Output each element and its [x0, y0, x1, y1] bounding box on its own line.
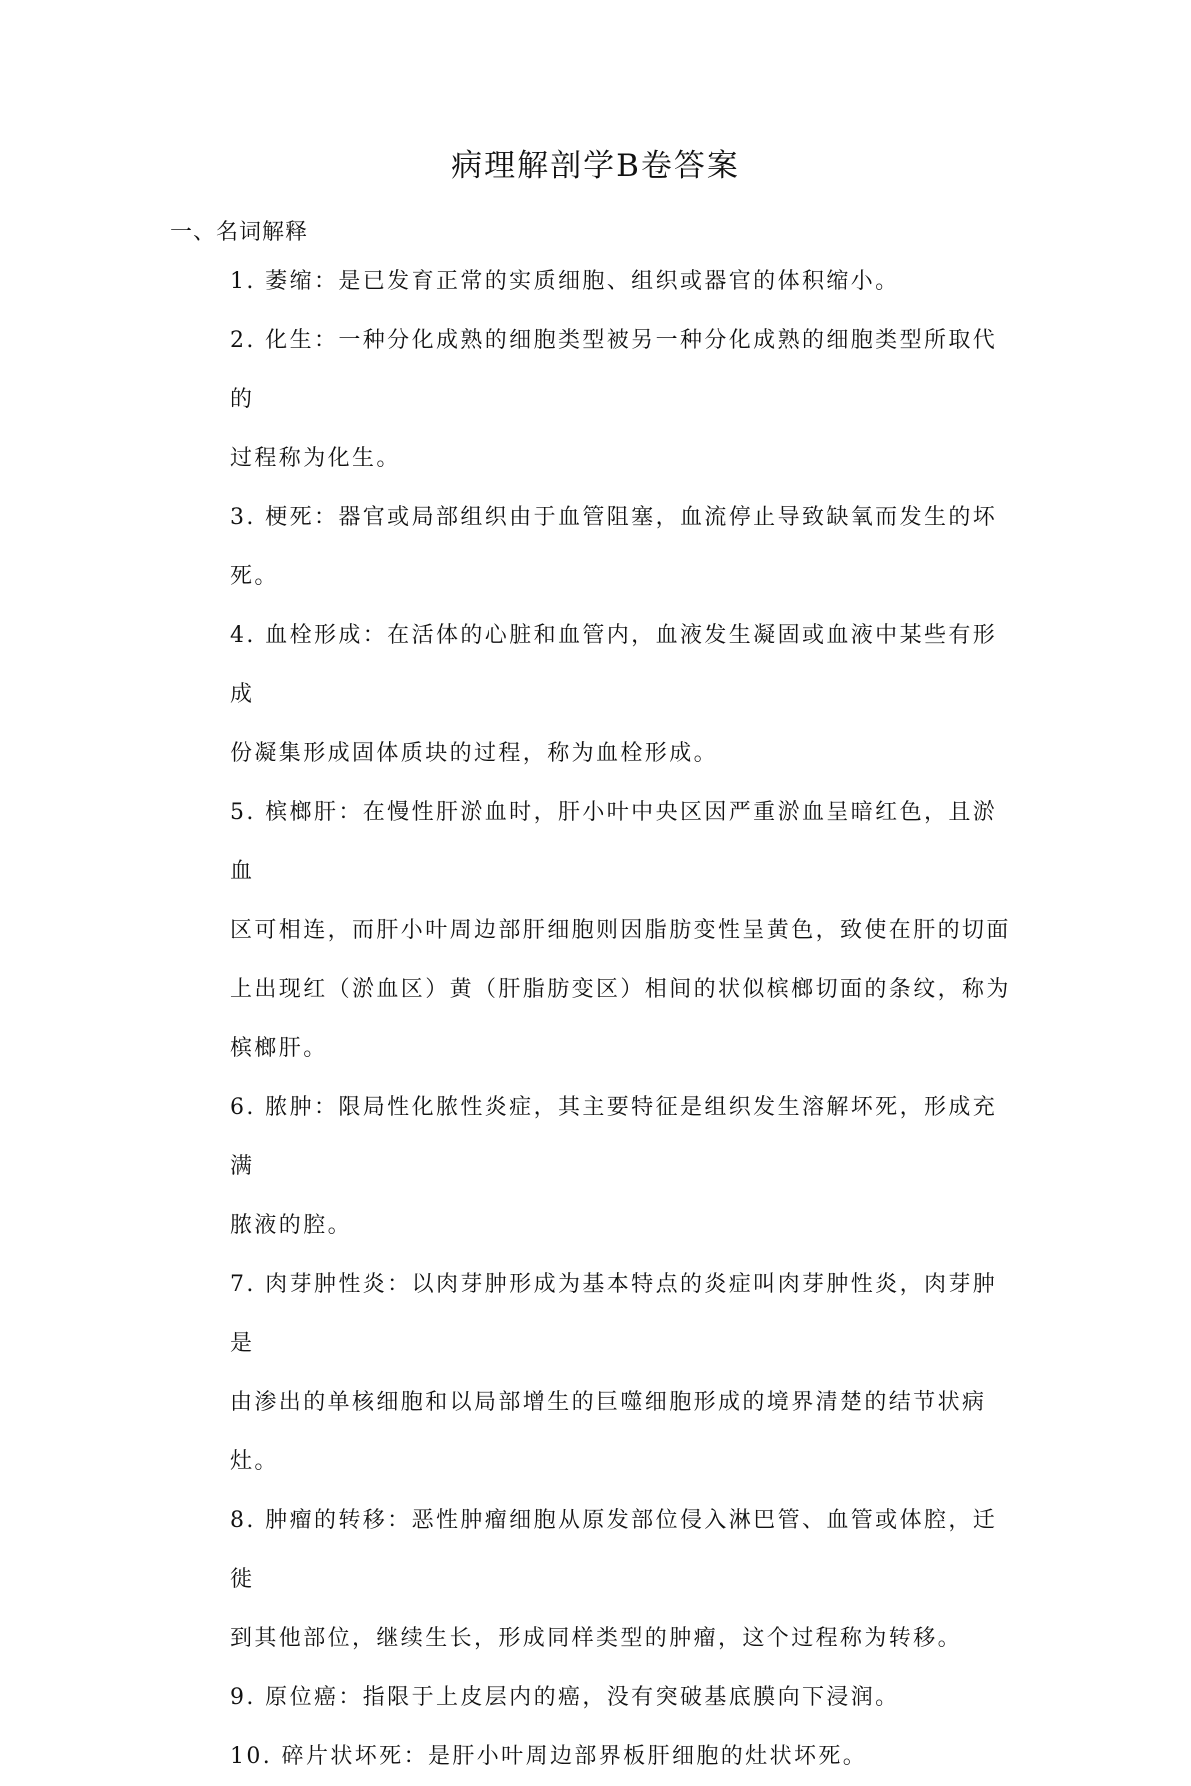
definition-item-4: 4. 血栓形成：在活体的心脏和血管内，血液发生凝固或血液中某些有形成 份凝集形成固体质块的过程，称为血栓形成。	[230, 623, 998, 766]
definition-item-8: 8. 肿瘤的转移：恶性肿瘤细胞从原发部位侵入淋巴管、血管或体腔，迁徙 到其他部位，继续生长，形成同样类型的肿瘤，这个过程称为转移。	[230, 1508, 998, 1651]
document-title: 病理解剖学B卷答案	[451, 148, 740, 184]
definition-item-7: 7. 肉芽肿性炎：以肉芽肿形成为基本特点的炎症叫肉芽肿性炎，肉芽肿是 由渗出的单核细胞和以局部增生的巨噬细胞形成的境界清楚的结节状病 灶。	[230, 1272, 998, 1474]
definition-item-5: 5. 槟榔肝：在慢性肝淤血时，肝小叶中央区因严重淤血呈暗红色，且淤血 区可相连，而肝小叶周边部肝细胞则因脂肪变性呈黄色，致使在肝的切面 上出现红（淤血区）黄（肝脂肪变区）相间的状似槟榔切面的条纹，称为 槟榔肝。	[230, 800, 1011, 1061]
section-heading: 一、名词解释	[170, 220, 309, 245]
definition-item-6: 6. 脓肿：限局性化脓性炎症，其主要特征是组织发生溶解坏死，形成充满 脓液的腔。	[230, 1095, 998, 1238]
definition-list	[230, 252, 1020, 1786]
definition-item-3: 3. 梗死：器官或局部组织由于血管阻塞，血流停止导致缺氧而发生的坏 死。	[230, 505, 998, 589]
definition-item-9: 9. 原位癌：指限于上皮层内的癌，没有突破基底膜向下浸润。	[230, 1685, 900, 1710]
definition-item-10: 10. 碎片状坏死：是肝小叶周边部界板肝细胞的灶状坏死。	[230, 1744, 868, 1769]
definition-item-2: 2. 化生：一种分化成熟的细胞类型被另一种分化成熟的细胞类型所取代的 过程称为化生。	[230, 328, 998, 471]
definition-item-1: 1. 萎缩：是已发育正常的实质细胞、组织或器官的体积缩小。	[230, 269, 900, 294]
